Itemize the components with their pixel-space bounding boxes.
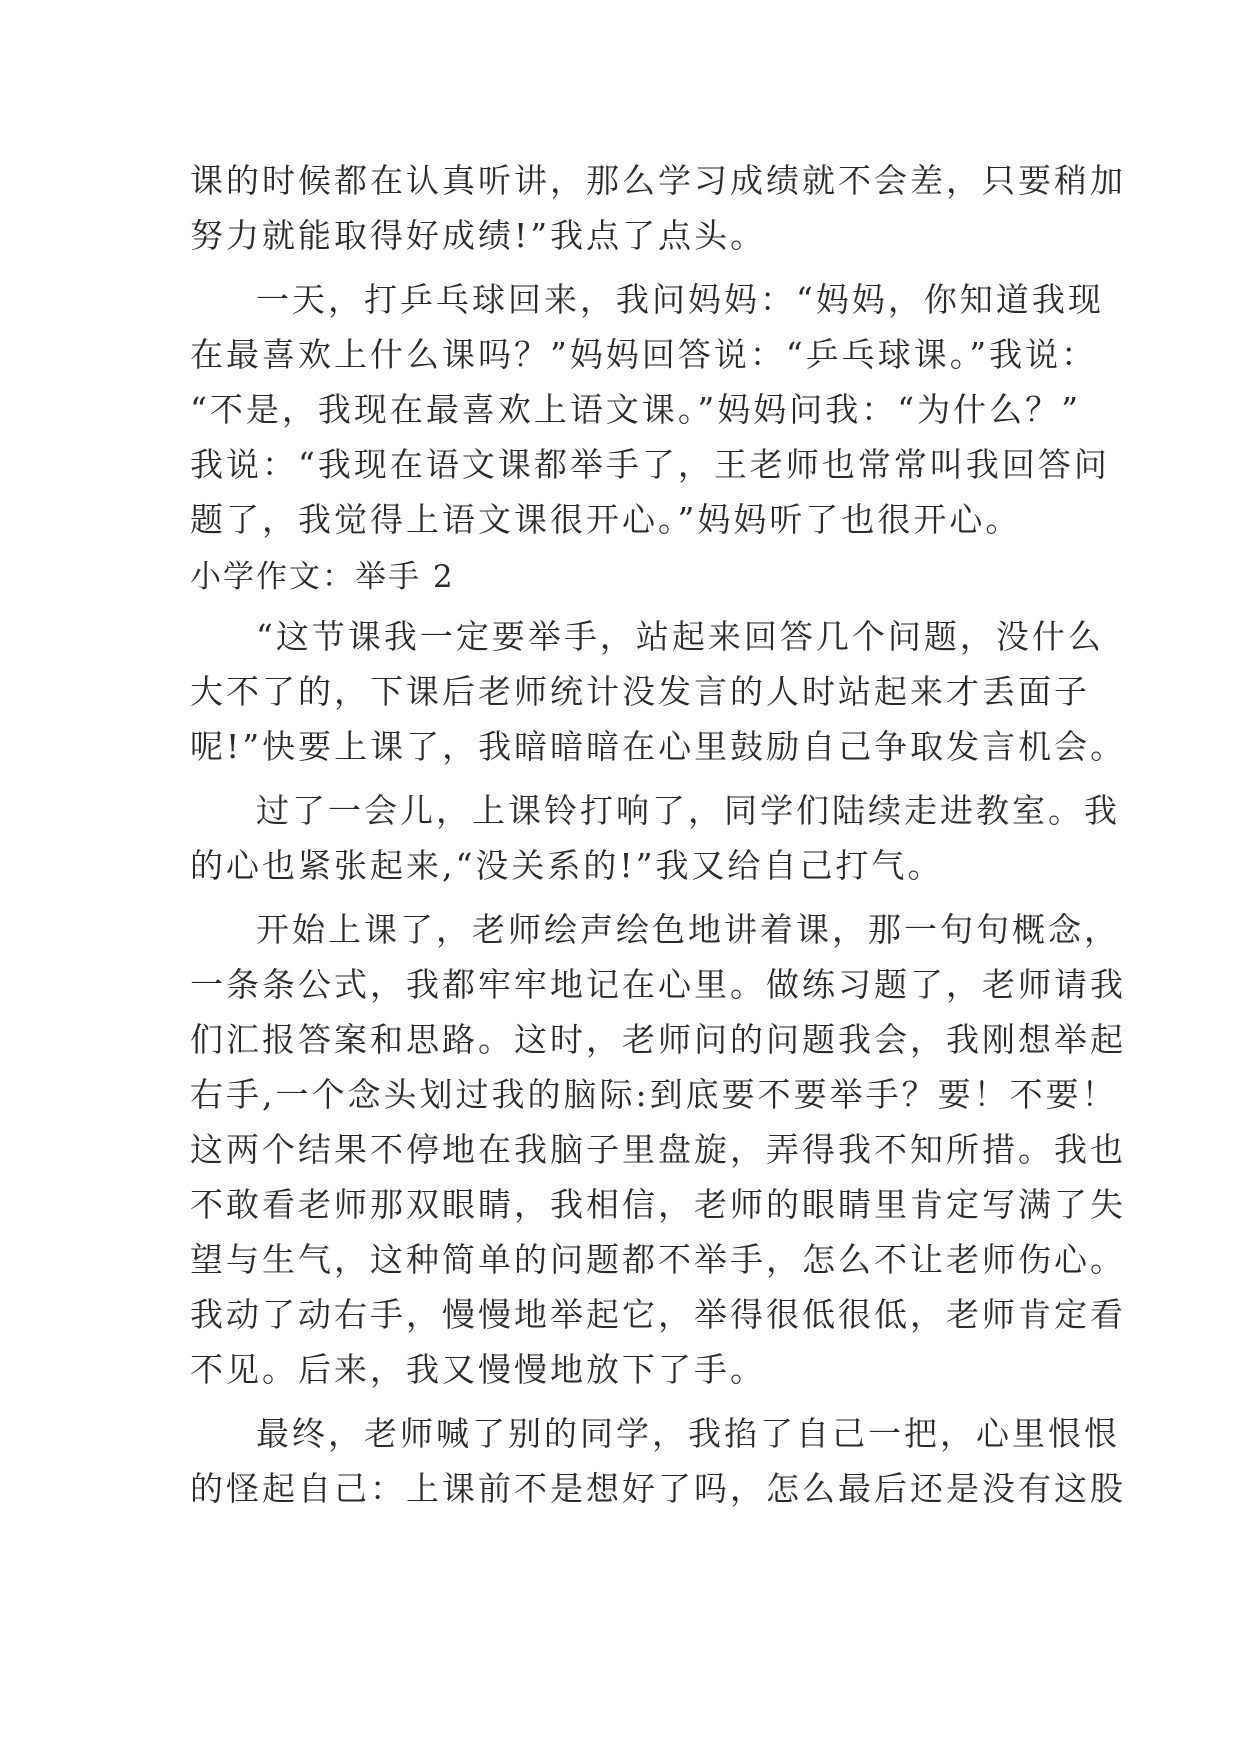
text-line: 课的时候都在认真听讲，那么学习成绩就不会差，只要稍加 — [190, 161, 1126, 200]
text-line: 题了，我觉得上语文课很开心。”妈妈听了也很开心。 — [190, 500, 1022, 539]
text-line: “不是，我现在最喜欢上语文课。”妈妈问我：“为什么？” — [190, 390, 1081, 429]
text-line: “这节课我一定要举手，站起来回答几个问题，没什么 — [256, 617, 1104, 656]
text-line: 开始上课了，老师绘声绘色地讲着课，那一句句概念， — [256, 910, 1120, 949]
text-line: 这两个结果不停地在我脑子里盘旋，弄得我不知所措。我也 — [190, 1130, 1126, 1169]
text-line: 不见。后来，我又慢慢地放下了手。 — [190, 1350, 766, 1389]
text-line: 们汇报答案和思路。这时，老师问的问题我会，我刚想举起 — [190, 1020, 1126, 1059]
text-line: 过了一会儿，上课铃打响了，同学们陆续走进教室。我 — [256, 791, 1120, 830]
text-line: 我说：“我现在语文课都举手了，王老师也常常叫我回答问 — [190, 445, 1110, 484]
text-line: 努力就能取得好成绩!”我点了点头。 — [190, 216, 767, 255]
text-line: 大不了的，下课后老师统计没发言的人时站起来才丢面子 — [190, 672, 1090, 711]
text-line: 不敢看老师那双眼睛，我相信，老师的眼睛里肯定写满了失 — [190, 1185, 1126, 1224]
text-line: 呢!”快要上课了，我暗暗暗在心里鼓励自己争取发言机会。 — [190, 727, 1127, 766]
text-line: 的心也紧张起来,“没关系的!”我又给自己打气。 — [190, 846, 944, 885]
section-heading: 小学作文：举手 2 — [190, 559, 455, 595]
text-line: 一天，打乒乓球回来，我问妈妈：“妈妈，你知道我现 — [256, 280, 1104, 319]
text-line: 望与生气，这种简单的问题都不举手，怎么不让老师伤心。 — [190, 1240, 1126, 1279]
text-line: 的怪起自己：上课前不是想好了吗，怎么最后还是没有这股 — [190, 1469, 1126, 1508]
text-line: 我动了动右手，慢慢地举起它，举得很低很低，老师肯定看 — [190, 1295, 1126, 1334]
text-line: 右手,一个念头划过我的脑际:到底要不要举手？要！不要！ — [190, 1075, 1118, 1114]
text-line: 最终，老师喊了别的同学，我掐了自己一把，心里恨恨 — [256, 1414, 1120, 1453]
text-line: 一条条公式，我都牢牢地记在心里。做练习题了，老师请我 — [190, 965, 1126, 1004]
text-line: 在最喜欢上什么课吗？”妈妈回答说：“乒乓球课。”我说： — [190, 335, 1098, 374]
